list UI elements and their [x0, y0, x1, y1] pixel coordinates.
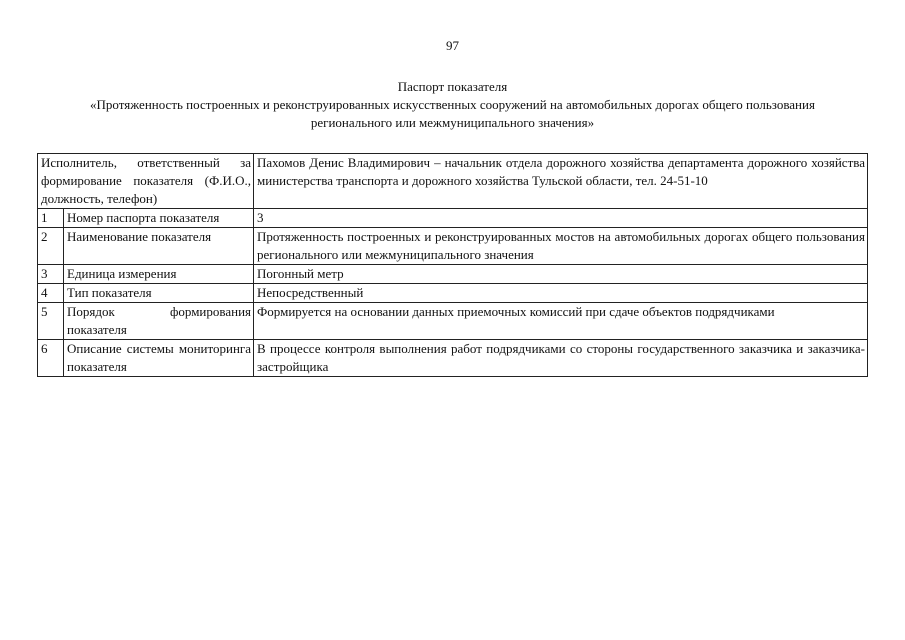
row-label: Номер паспорта показателя — [64, 209, 254, 228]
row-number: 3 — [38, 265, 64, 284]
title-indicator-name: «Протяженность построенных и реконструированных искусственных сооружений на автомобильных дорогах общего пользования регионального или межмуниципального значения» — [90, 97, 815, 130]
executor-value: Пахомов Денис Владимирович – начальник отдела дорожного хозяйства департамента дорожного хозяйства министерства транспорта и дорожного хозяйства Тульской области, тел. 24-51-10 — [254, 154, 868, 209]
indicator-passport-table — [37, 153, 868, 377]
row-number: 4 — [38, 284, 64, 303]
table-row-executor — [38, 154, 868, 209]
table-row — [38, 265, 868, 284]
row-value: Непосредственный — [254, 284, 868, 303]
row-number: 1 — [38, 209, 64, 228]
row-label: Порядок формирования показателя — [64, 303, 254, 340]
table-row — [38, 303, 868, 340]
row-value: Погонный метр — [254, 265, 868, 284]
table-row — [38, 209, 868, 228]
title-heading: Паспорт показателя — [397, 79, 508, 94]
table-row — [38, 228, 868, 265]
row-label: Описание системы мониторинга показателя — [64, 340, 254, 377]
row-label: Единица измерения — [64, 265, 254, 284]
row-label: Наименование показателя — [64, 228, 254, 265]
table-row — [38, 284, 868, 303]
row-number: 5 — [38, 303, 64, 340]
row-label: Тип показателя — [64, 284, 254, 303]
executor-label: Исполнитель, ответственный за формирование показателя (Ф.И.О., должность, телефон) — [38, 154, 254, 209]
row-value: Формируется на основании данных приемочных комиссий при сдаче объектов подрядчиками — [254, 303, 868, 340]
page-number: 97 — [446, 38, 459, 53]
document-title — [60, 78, 845, 132]
table-row — [38, 340, 868, 377]
row-value: 3 — [254, 209, 868, 228]
row-value: В процессе контроля выполнения работ подрядчиками со стороны государственного заказчика и заказчика-застройщика — [254, 340, 868, 377]
row-number: 2 — [38, 228, 64, 265]
row-number: 6 — [38, 340, 64, 377]
row-value: Протяженность построенных и реконструированных мостов на автомобильных дорогах общего пользования регионального или межмуниципального значения — [254, 228, 868, 265]
